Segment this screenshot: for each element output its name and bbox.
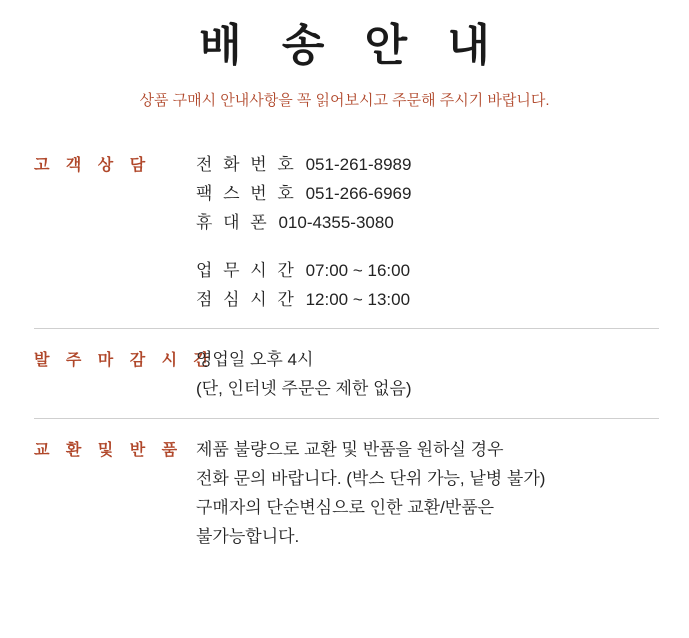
sections-container: [0, 150, 689, 566]
section-body-exchange-return: [196, 435, 659, 552]
section-label-order-deadline: 발 주 마 감 시 간: [34, 352, 215, 370]
section-order-deadline: [34, 328, 659, 417]
contact-value-mobile: 010-4355-3080: [278, 213, 394, 233]
section-exchange-return: [34, 418, 659, 566]
contact-label-fax: 팩 스 번 호: [196, 184, 297, 204]
hours-row-lunch: [196, 285, 659, 314]
page-subtitle: 상품 구매시 안내사항을 꼭 읽어보시고 주문해 주시기 바랍니다.: [139, 92, 550, 109]
hours-value-lunch: 12:00 ~ 13:00: [305, 289, 411, 309]
section-body-order-deadline: [196, 345, 659, 403]
exchange-return-line-1: 제품 불량으로 교환 및 반품을 원하실 경우: [196, 439, 504, 459]
page-title: 배 송 안 내: [199, 21, 504, 70]
exchange-return-line-4: 불가능합니다.: [196, 527, 300, 547]
hours-row-business: [196, 256, 659, 285]
contact-row-mobile: [196, 208, 659, 237]
hours-value-business: 07:00 ~ 16:00: [305, 260, 411, 280]
section-body-customer-support: [196, 150, 659, 314]
contact-value-phone: 051-261-8989: [305, 155, 412, 174]
contact-label-mobile: 휴 대 폰: [196, 213, 270, 233]
exchange-return-line-2: 전화 문의 바랍니다. (박스 단위 가능, 낱병 불가): [196, 468, 546, 488]
hours-label-lunch: 점 심 시 간: [196, 289, 297, 309]
order-deadline-line-1: 영업일 오후 4시: [196, 350, 314, 370]
section-customer-support: [34, 150, 659, 328]
section-label-customer-support: 고 객 상 담: [34, 157, 152, 174]
contact-row-phone: [196, 150, 659, 179]
exchange-return-line-3: 구매자의 단순변심으로 인한 교환/반품은: [196, 498, 495, 518]
hours-label-business: 업 무 시 간: [196, 260, 297, 280]
contact-label-phone: 전 화 번 호: [196, 155, 297, 174]
row-spacer: [196, 238, 659, 256]
contact-value-fax: 051-266-6969: [305, 184, 412, 204]
contact-row-fax: [196, 179, 659, 208]
section-label-exchange-return: 교 환 및 반 품: [34, 441, 184, 459]
order-deadline-line-2: (단, 인터넷 주문은 제한 없음): [196, 379, 412, 399]
